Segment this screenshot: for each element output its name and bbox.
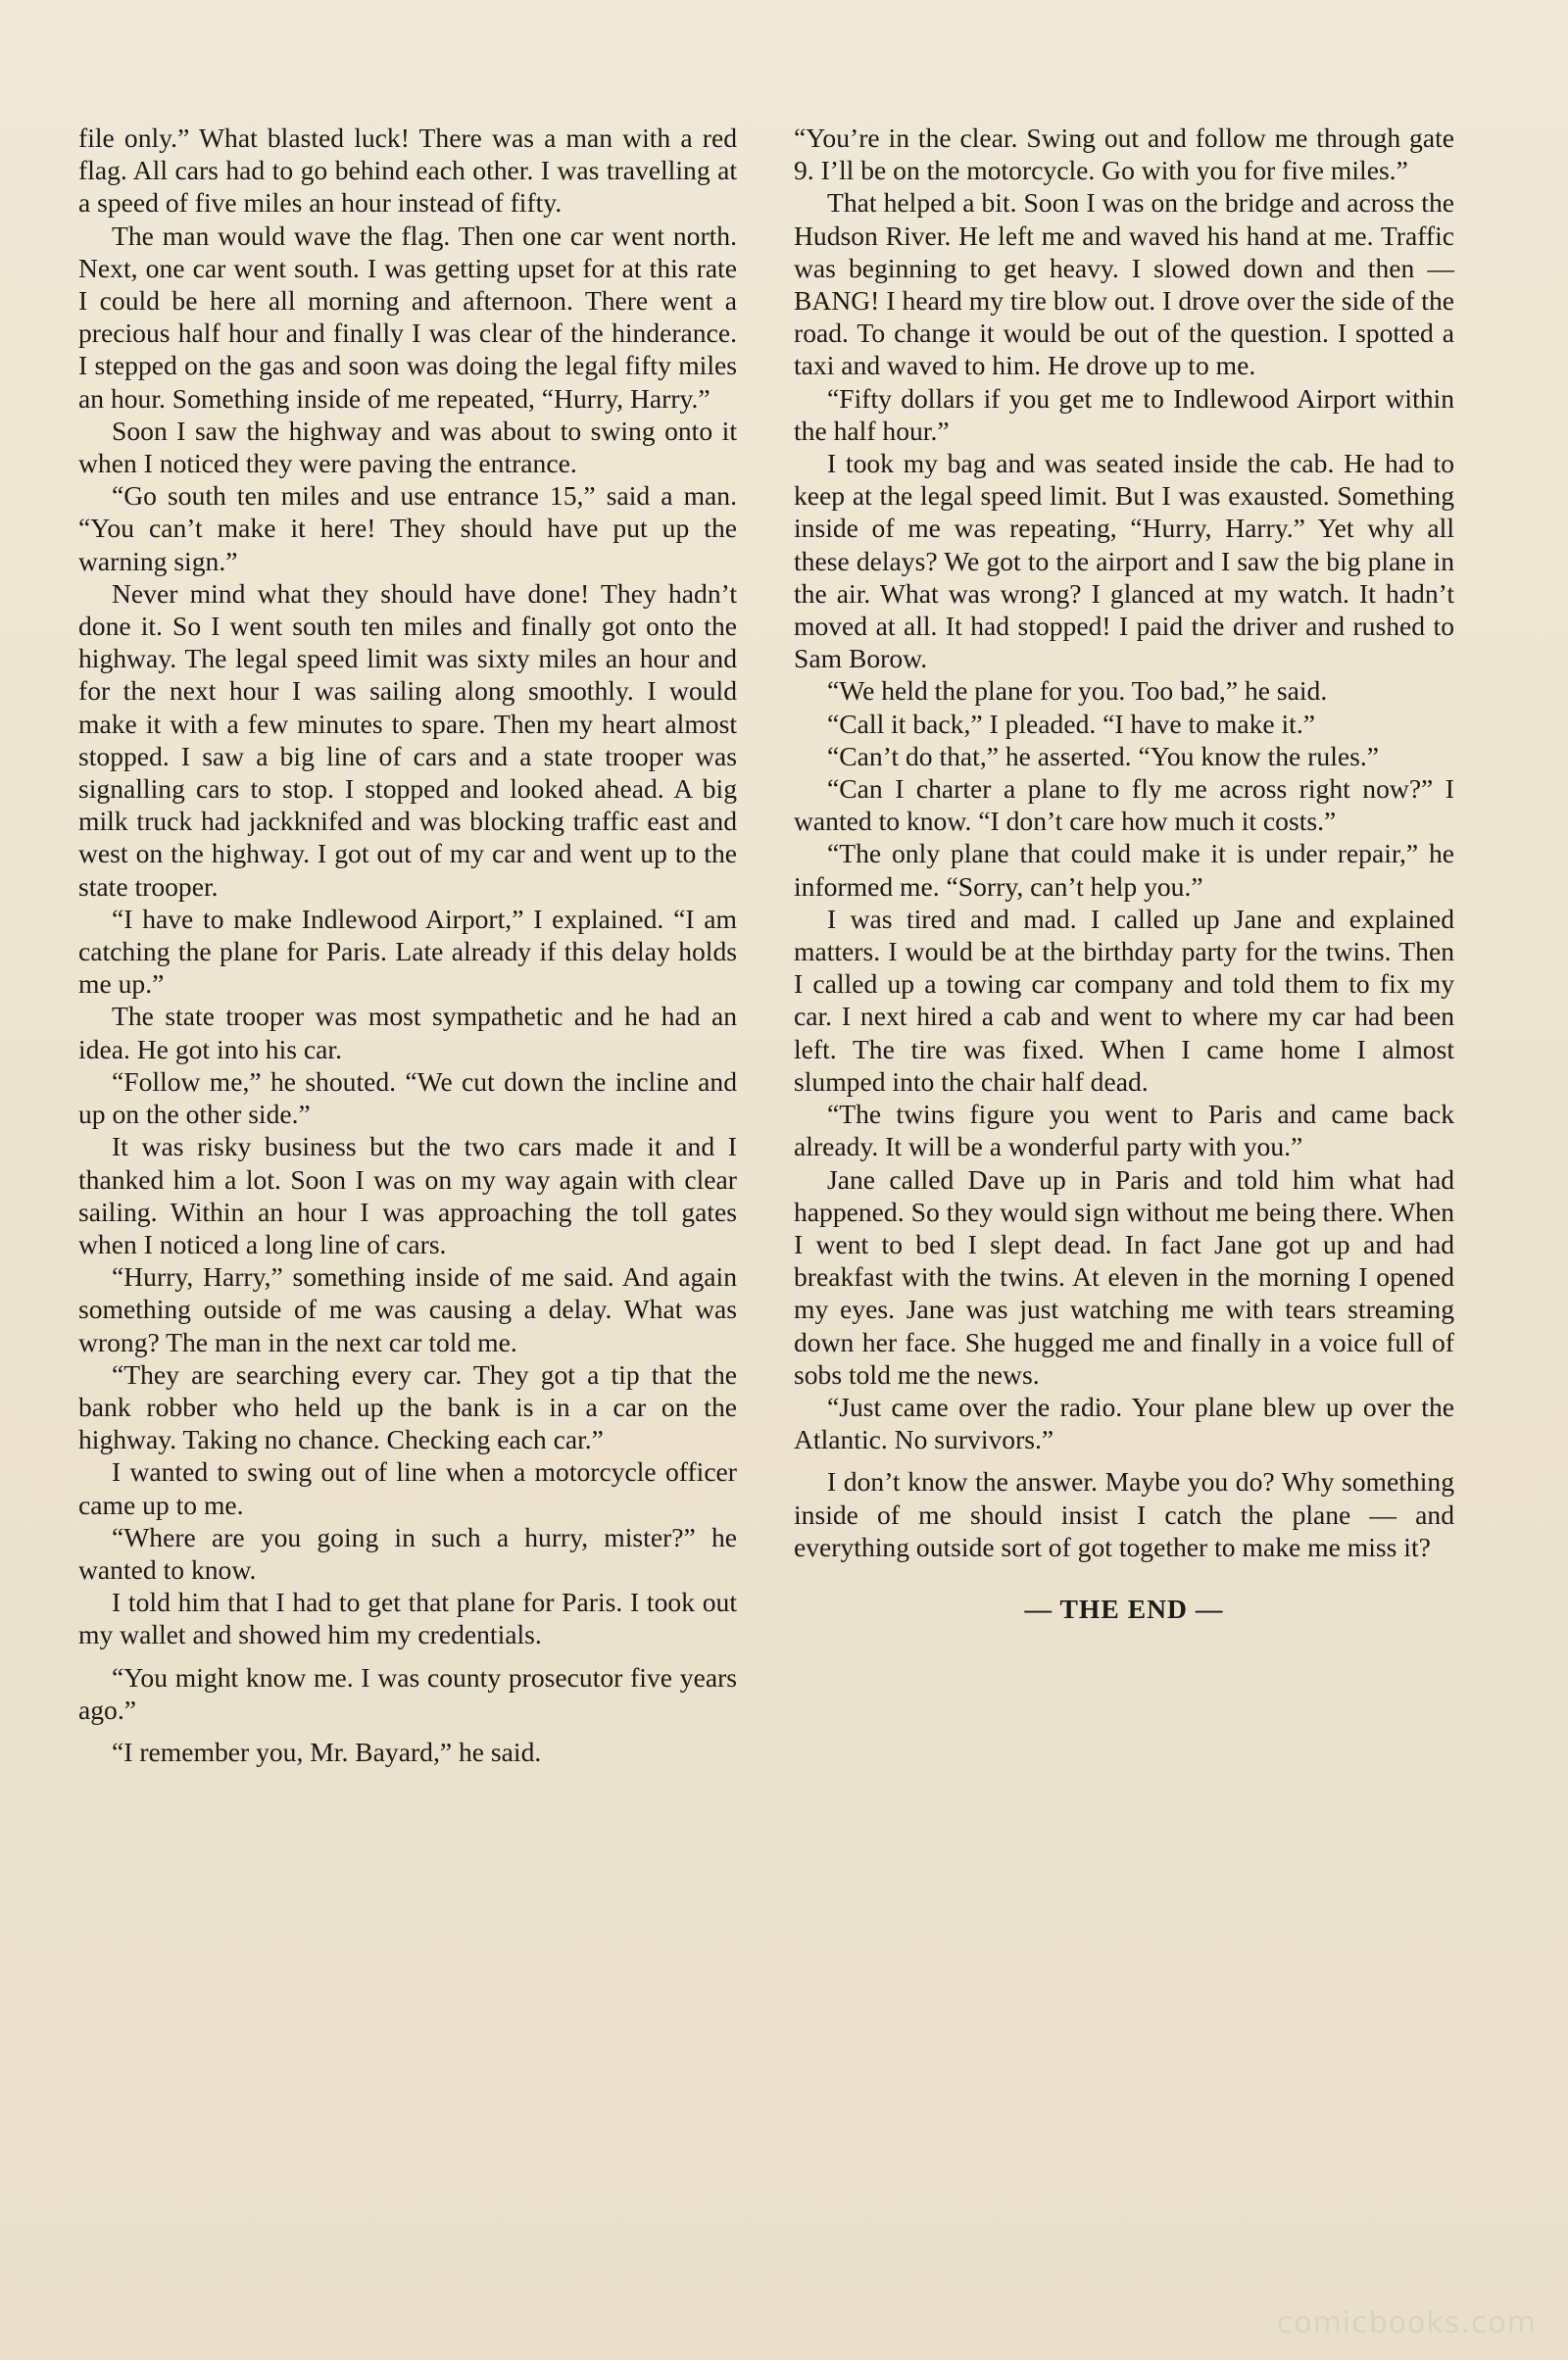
paragraph: “I have to make Indlewood Airport,” I explained. “I am catching the plane for Paris. Late already if this delay holds me up.” — [78, 903, 737, 1000]
right-text-column — [794, 122, 1454, 1625]
paragraph: I wanted to swing out of line when a motorcycle officer came up to me. — [78, 1456, 737, 1520]
paragraph: “Fifty dollars if you get me to Indlewood Airport within the half hour.” — [794, 382, 1454, 446]
paragraph: That helped a bit. Soon I was on the bridge and across the Hudson River. He left me and waved his hand at me. Traffic was beginning to get heavy. I slowed down and then — BANG! I heard my tire blow out. I drove over the side of the road. To change it would be out of the question. I spotted a taxi and waved to him. He drove up to me. — [794, 187, 1454, 381]
the-end-marker: — THE END — — [1024, 1593, 1224, 1624]
paragraph: “I remember you, Mr. Bayard,” he said. — [112, 1736, 542, 1767]
paragraph: “They are searching every car. They got a tip that the bank robber who held up the bank is in a car on the highway. Taking no chance. Checking each car.” — [78, 1358, 737, 1455]
paragraph: I told him that I had to get that plane for Paris. I took out my wallet and showed him my credentials. — [78, 1587, 737, 1650]
paragraph: “You might know me. I was county prosecutor five years ago.” — [78, 1661, 737, 1725]
paragraph: Never mind what they should have done! They hadn’t done it. So I went south ten miles and finally got onto the highway. The legal speed limit was sixty miles an hour and for the next hour I was sailing along smoothly. I would make it with a few minutes to spare. Then my heart almost stopped. I saw a big line of cars and a state trooper was signalling cars to stop. I stopped and looked ahead. A big milk truck had jackknifed and was blocking traffic east and west on the highway. I got out of my car and went up to the state trooper. — [78, 577, 737, 902]
left-text-column — [78, 122, 737, 1768]
paragraph: Soon I saw the highway and was about to swing onto it when I noticed they were paving the entrance. — [78, 415, 737, 479]
paragraph: “We held the plane for you. Too bad,” he said. — [827, 675, 1328, 707]
paragraph: The man would wave the flag. Then one car went north. Next, one car went south. I was getting upset for at this rate I could be here all morning and afternoon. There went a precious half hour and finally I was clear of the hinderance. I stepped on the gas and soon was doing the legal fifty miles an hour. Something inside of me repeated, “Hurry, Harry.” — [78, 220, 737, 414]
paragraph: I was tired and mad. I called up Jane and explained matters. I would be at the birthday party for the twins. Then I called up a towing car company and told them to fix my car. I next hired a cab and went to where my car had been left. The tire was fixed. When I came home I almost slumped into the chair half dead. — [794, 903, 1454, 1097]
paragraph: “Can I charter a plane to fly me across right now?” I wanted to know. “I don’t care how much it costs.” — [794, 773, 1454, 837]
paragraph: “Hurry, Harry,” something inside of me said. And again something outside of me was causing a delay. What was wrong? The man in the next car told me. — [78, 1261, 737, 1357]
paragraph: “The twins figure you went to Paris and came back already. It will be a wonderful party with you.” — [794, 1099, 1454, 1162]
paragraph: “Where are you going in such a hurry, mister?” he wanted to know. — [78, 1521, 737, 1585]
paragraph: It was risky business but the two cars made it and I thanked him a lot. Soon I was on my way again with clear sailing. Within an hour I was approaching the toll gates when I noticed a long line of cars. — [78, 1131, 737, 1259]
paragraph: The state trooper was most sympathetic and he had an idea. He got into his car. — [78, 1001, 737, 1064]
paragraph: “Follow me,” he shouted. “We cut down the incline and up on the other side.” — [78, 1065, 737, 1130]
paragraph: “Call it back,” I pleaded. “I have to make it.” — [827, 708, 1315, 739]
paragraph: file only.” What blasted luck! There was a man with a red flag. All cars had to go behind each other. I was travelling at a speed of five miles an hour instead of fifty. — [78, 123, 737, 219]
paragraph: “You’re in the clear. Swing out and follow me through gate 9. I’ll be on the motorcycle. Go with you for five miles.” — [794, 123, 1454, 186]
paragraph: I took my bag and was seated inside the cab. He had to keep at the legal speed limit. But I was exausted. Something inside of me was repeating, “Hurry, Harry.” Yet why all these delays? We got to the airport and I saw the big plane in the air. What was wrong? I glanced at my watch. It hadn’t moved at all. It had stopped! I paid the driver and rushed to Sam Borow. — [794, 448, 1454, 674]
paragraph: “The only plane that could make it is under repair,” he informed me. “Sorry, can’t help you.” — [794, 838, 1454, 902]
paragraph: “Can’t do that,” he asserted. “You know the rules.” — [827, 740, 1379, 771]
paragraph: I don’t know the answer. Maybe you do? Why something inside of me should insist I catch the plane — and everything outside sort of got together to make me miss it? — [794, 1466, 1454, 1562]
site-watermark: comicbooks.com — [1276, 2306, 1537, 2340]
paragraph: “Just came over the radio. Your plane blew up over the Atlantic. No survivors.” — [794, 1391, 1454, 1455]
paragraph: “Go south ten miles and use entrance 15,” said a man. “You can’t make it here! They should have put up the warning sign.” — [78, 480, 737, 576]
paragraph: Jane called Dave up in Paris and told him what had happened. So they would sign without me being there. When I went to bed I slept dead. In fact Jane got up and had breakfast with the twins. At eleven in the morning I opened my eyes. Jane was just watching me with tears streaming down her face. She hugged me and finally in a voice full of sobs told me the news. — [794, 1163, 1454, 1390]
